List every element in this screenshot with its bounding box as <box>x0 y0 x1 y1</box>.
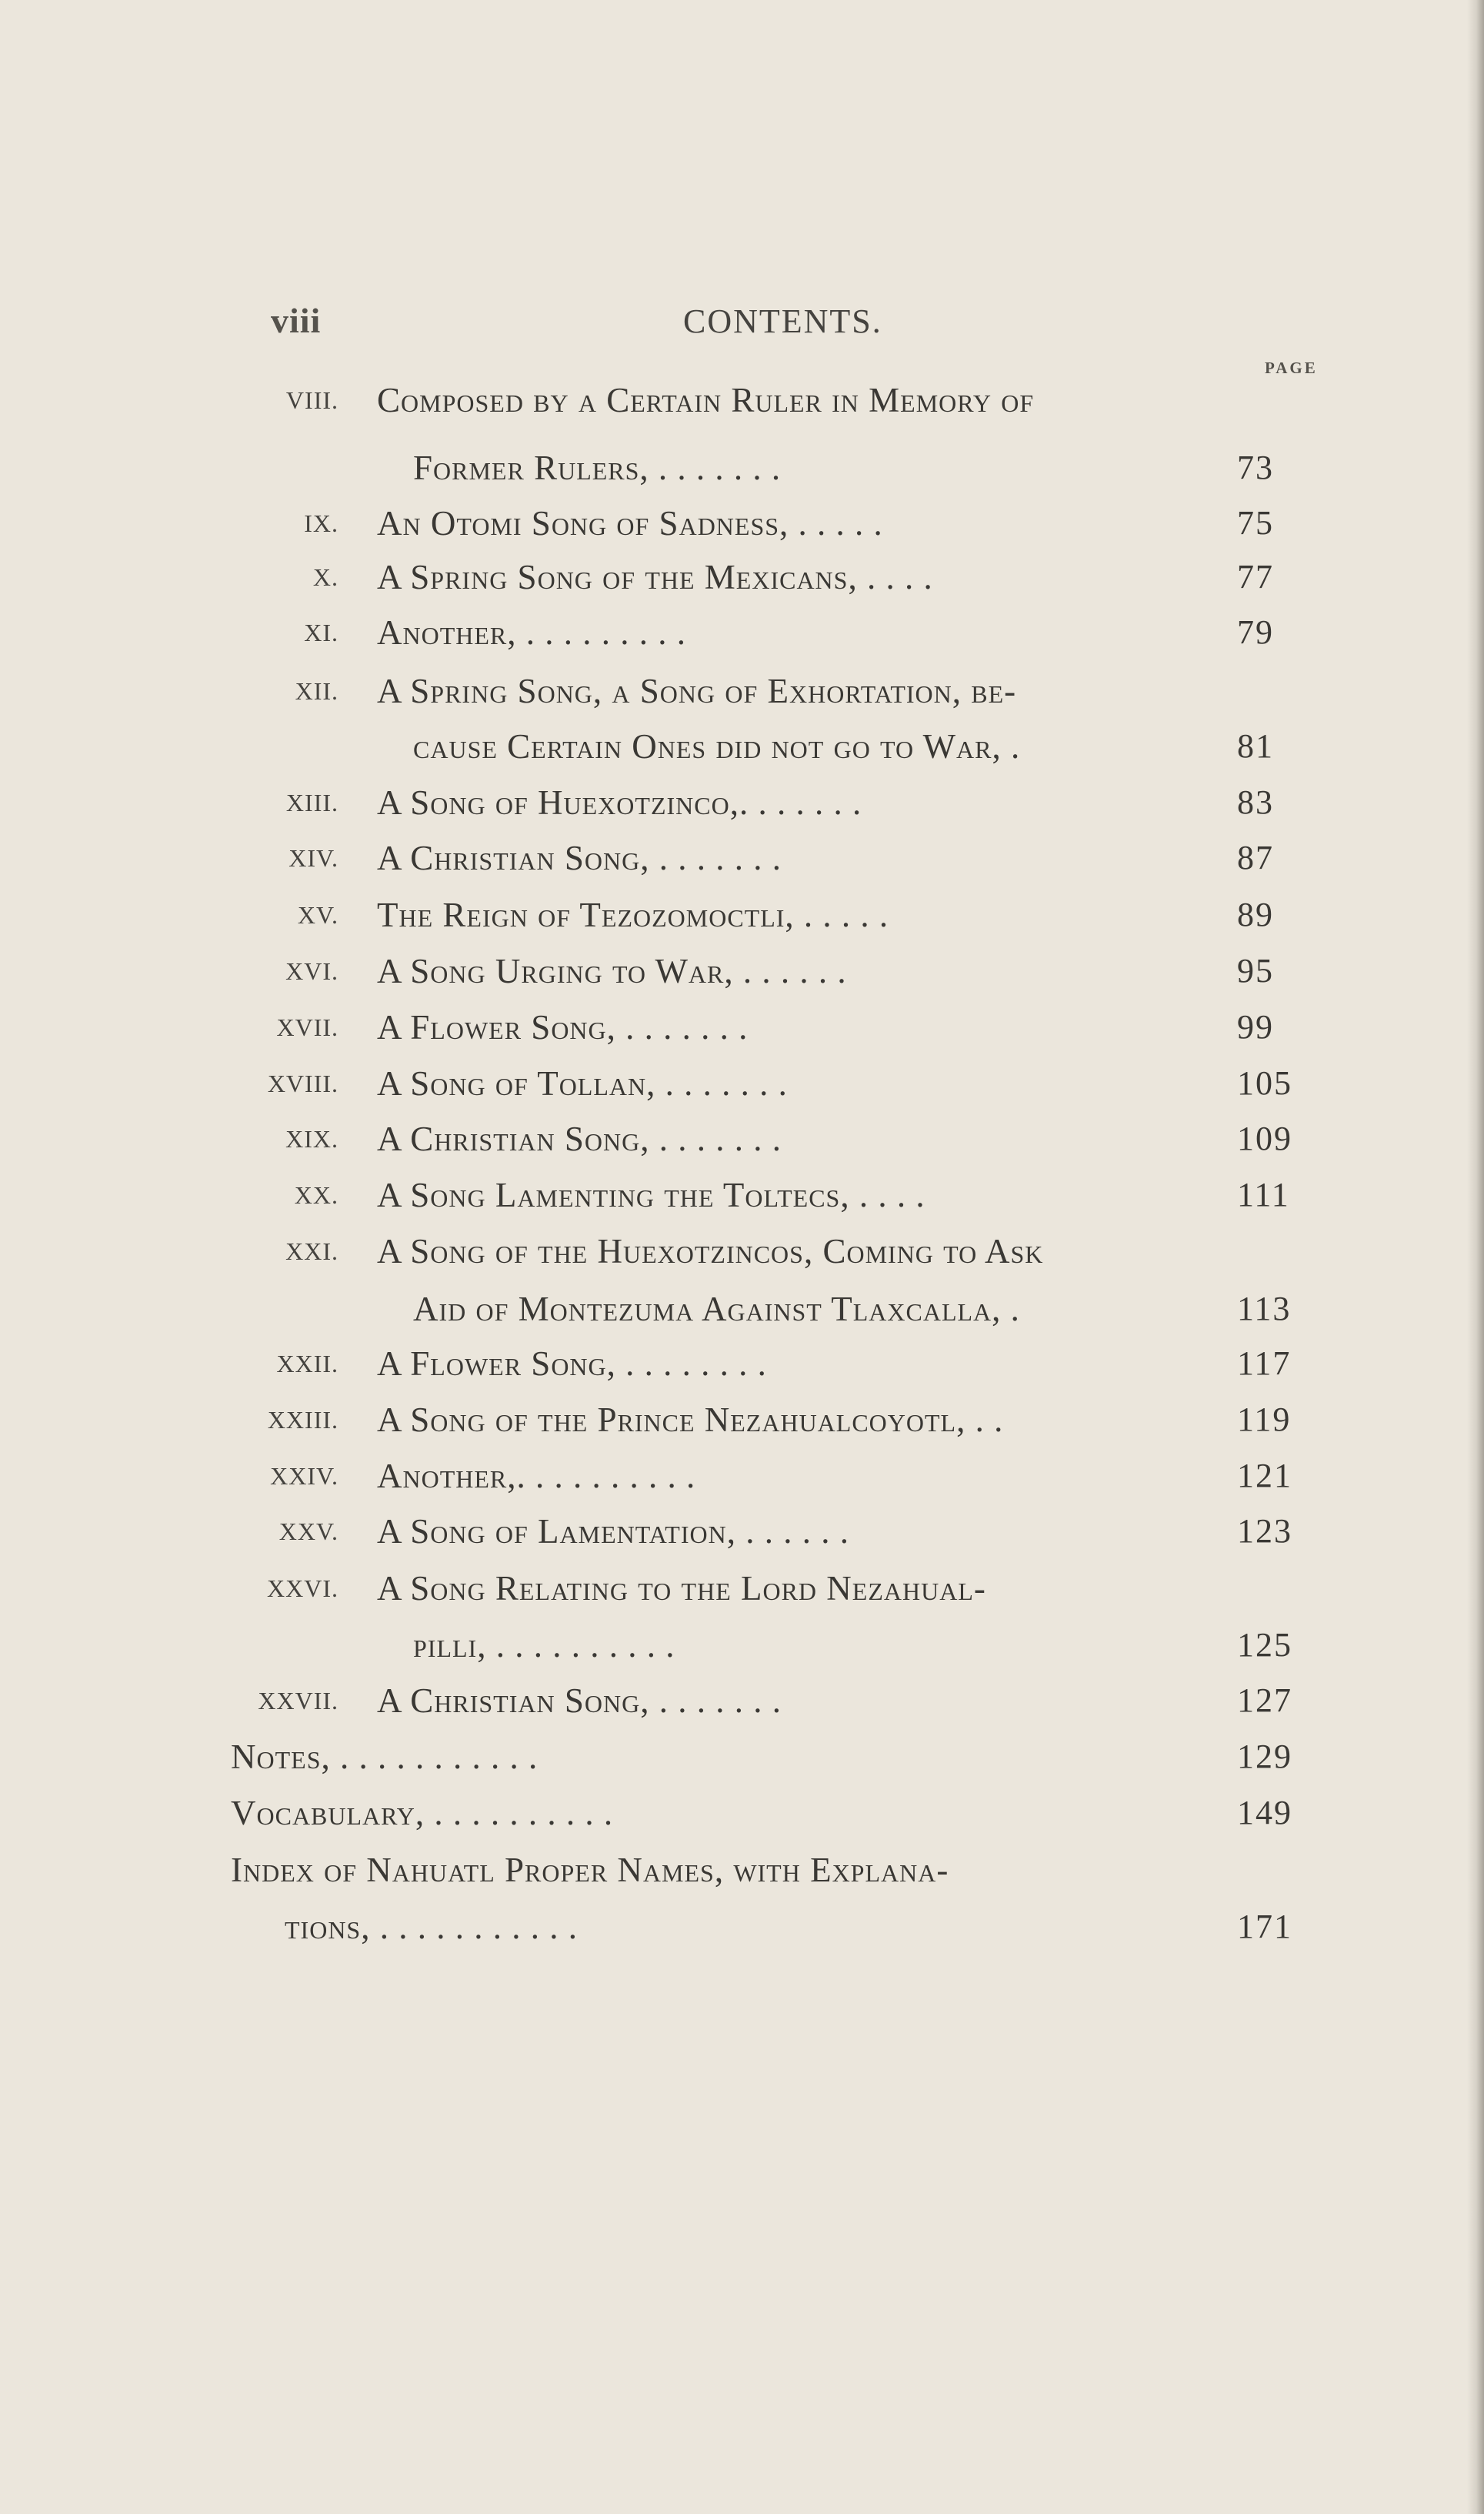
entry-numeral: XXIII. <box>267 1406 338 1434</box>
toc-entry <box>0 1397 1484 1443</box>
entry-numeral: XII. <box>295 677 338 705</box>
entry-page: 119 <box>1237 1401 1292 1438</box>
running-head: CONTENTS. <box>683 302 882 340</box>
toc-entry <box>0 1060 1484 1107</box>
entry-title: A Flower Song, . . . . . . . <box>377 1008 749 1047</box>
toc-entry <box>0 1565 1484 1611</box>
toc-entry-back-matter <box>0 1847 1484 1893</box>
entry-title: Another, . . . . . . . . . <box>377 613 687 652</box>
toc-entry <box>0 1340 1484 1387</box>
entry-title: A Christian Song, . . . . . . . <box>377 1120 782 1158</box>
entry-page: 129 <box>1237 1738 1292 1775</box>
entry-page: 99 <box>1237 1008 1274 1046</box>
page-column-label: PAGE <box>1265 359 1318 377</box>
entry-title: A Christian Song, . . . . . . . <box>377 839 782 877</box>
toc-entry-continuation <box>0 723 1484 770</box>
entry-title: Notes, . . . . . . . . . . . <box>231 1738 539 1776</box>
entry-page: 79 <box>1237 613 1274 651</box>
entry-title: Index of Nahuatl Proper Names, with Explana- <box>231 1851 949 1889</box>
entry-page: 113 <box>1237 1290 1292 1327</box>
entry-numeral: XIV. <box>288 844 338 872</box>
entry-page: 75 <box>1237 504 1274 542</box>
entry-page: 121 <box>1237 1457 1292 1494</box>
entry-page: 81 <box>1237 727 1274 765</box>
toc-entry <box>0 835 1484 881</box>
toc-entry <box>0 554 1484 600</box>
entry-page: 73 <box>1237 449 1274 486</box>
entry-numeral: IX. <box>304 509 338 537</box>
entry-title: A Song of Tollan, . . . . . . . <box>377 1064 788 1103</box>
entry-numeral: XVIII. <box>267 1070 338 1097</box>
entry-page: 83 <box>1237 783 1274 821</box>
entry-page: 171 <box>1237 1908 1292 1945</box>
entry-numeral: X. <box>312 563 338 591</box>
toc-entry <box>0 1678 1484 1724</box>
entry-numeral: XI. <box>304 619 338 646</box>
entry-page: 111 <box>1237 1176 1290 1214</box>
toc-entry-back-matter <box>0 1790 1484 1836</box>
entry-numeral: XV. <box>297 901 338 929</box>
entry-title: A Spring Song of the Mexicans, . . . . <box>377 558 933 596</box>
page-number: viii <box>271 301 322 340</box>
toc-entry <box>0 500 1484 546</box>
entry-title: Another,. . . . . . . . . . <box>377 1457 696 1495</box>
entry-numeral: XX. <box>294 1181 338 1209</box>
entry-title: A Song of the Huexotzincos, Coming to Ask <box>377 1232 1044 1270</box>
entry-numeral: XXVI. <box>267 1574 338 1602</box>
entry-numeral: XXII. <box>276 1350 338 1377</box>
toc-entry-back-matter <box>0 1734 1484 1780</box>
entry-numeral: XIX. <box>285 1125 338 1153</box>
toc-entry <box>0 892 1484 938</box>
entry-page: 105 <box>1237 1064 1292 1102</box>
entry-page: 89 <box>1237 896 1274 933</box>
entry-title: A Flower Song, . . . . . . . . <box>377 1344 767 1383</box>
entry-numeral: XVII. <box>276 1013 338 1041</box>
entry-title: A Song Lamenting the Toltecs, . . . . <box>377 1176 925 1214</box>
toc-entry <box>0 377 1484 423</box>
entry-title-continued: pilli, . . . . . . . . . . <box>413 1626 675 1664</box>
entry-title: A Song Urging to War, . . . . . . <box>377 952 847 990</box>
entry-title: A Song of Lamentation, . . . . . . <box>377 1512 849 1551</box>
toc-entry-continuation <box>0 445 1484 491</box>
toc-entry-continuation <box>0 1904 1484 1950</box>
toc-entry <box>0 1228 1484 1274</box>
entry-numeral: XXVII. <box>258 1687 338 1714</box>
entry-title-continued: cause Certain Ones did not go to War, . <box>413 727 1021 766</box>
entry-title-continued: Aid of Montezuma Against Tlaxcalla, . <box>413 1290 1020 1328</box>
entry-page: 117 <box>1237 1344 1292 1382</box>
toc-entry <box>0 1172 1484 1218</box>
entry-title: A Spring Song, a Song of Exhortation, be- <box>377 672 1017 710</box>
entry-page: 149 <box>1237 1794 1292 1831</box>
toc-entry <box>0 1453 1484 1499</box>
entry-title: A Song Relating to the Lord Nezahual- <box>377 1569 986 1608</box>
entry-numeral: XIII. <box>285 789 338 816</box>
entry-title: Vocabulary, . . . . . . . . . . <box>231 1794 614 1832</box>
entry-title: A Song of Huexotzinco,. . . . . . . <box>377 783 862 822</box>
entry-page: 109 <box>1237 1120 1292 1157</box>
entry-title: Composed by a Certain Ruler in Memory of <box>377 381 1035 419</box>
entry-numeral: XXV. <box>278 1517 338 1545</box>
toc-entry <box>0 609 1484 656</box>
toc-entry <box>0 668 1484 714</box>
entry-numeral: XVI. <box>285 957 338 985</box>
toc-entry <box>0 1508 1484 1554</box>
entry-title-continued: Former Rulers, . . . . . . . <box>413 449 782 487</box>
entry-numeral: VIII. <box>285 386 338 414</box>
entry-page: 77 <box>1237 558 1274 596</box>
toc-entry-continuation <box>0 1622 1484 1668</box>
toc-entry <box>0 1116 1484 1162</box>
entry-numeral: XXI. <box>285 1237 338 1265</box>
entry-title: A Song of the Prince Nezahualcoyotl, . . <box>377 1401 1004 1439</box>
entry-title: A Christian Song, . . . . . . . <box>377 1681 782 1720</box>
entry-page: 87 <box>1237 839 1274 876</box>
entry-title-continued: tions, . . . . . . . . . . . <box>285 1908 578 1946</box>
entry-page: 127 <box>1237 1681 1292 1719</box>
toc-entry <box>0 1004 1484 1050</box>
entry-page: 123 <box>1237 1512 1292 1550</box>
entry-page: 125 <box>1237 1626 1292 1664</box>
toc-entry <box>0 948 1484 994</box>
toc-entry <box>0 780 1484 826</box>
entry-numeral: XXIV. <box>270 1462 338 1490</box>
entry-title: An Otomi Song of Sadness, . . . . . <box>377 504 883 543</box>
entry-page: 95 <box>1237 952 1274 990</box>
entry-title: The Reign of Tezozomoctli, . . . . . <box>377 896 889 934</box>
toc-entry-continuation <box>0 1286 1484 1332</box>
